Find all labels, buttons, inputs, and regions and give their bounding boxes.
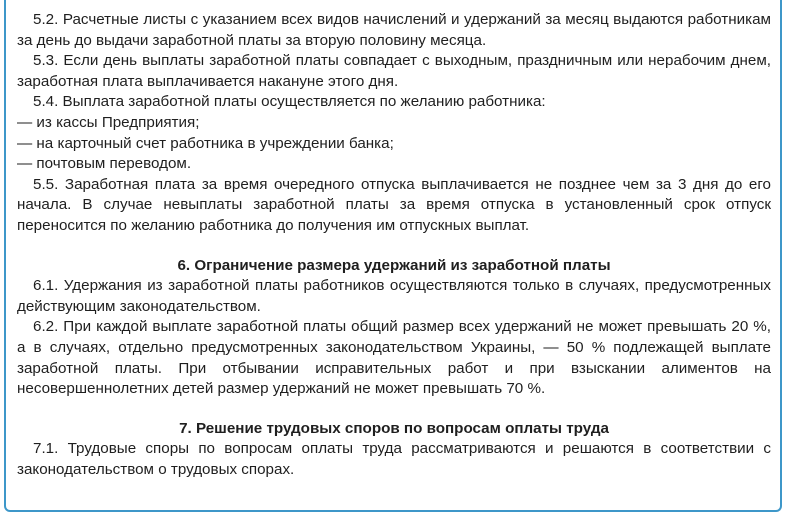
paragraph-5-3: 5.3. Если день выплаты заработной платы совпадает с выходным, праздничным или нерабочим днем, заработная плата выплачивается накануне этого дня.	[17, 52, 771, 90]
paragraph-5-5: 5.5. Заработная плата за время очередного отпуска выплачивается не позднее чем за 3 дня до его начала. В случае невыплаты заработной платы за время отпуска в установленный срок отпуск переносится по желанию работника до получения им отпускных выплат.	[17, 175, 771, 234]
section-7-heading: 7. Решение трудовых споров по вопросам оплаты труда	[179, 419, 609, 437]
list-item-bank-card: — на карточный счет работника в учреждении банка;	[17, 134, 394, 152]
paragraph-6-2: 6.2. При каждой выплате заработной платы общий размер всех удержаний не может превышать 20 %, а в случаях, отдельно предусмотренных законодательством Украины, — 50 % подлежащей выплате заработной платы. При отбывании исправительных работ и при взыскании алиментов на несовершеннолетних детей размер удержаний не может превышать 70 %.	[17, 318, 771, 398]
list-item-postal-transfer: — почтовым переводом.	[17, 155, 192, 173]
paragraph-6-1: 6.1. Удержания из заработной платы работников осуществляются только в случаях, предусмотренных действующим законодательством.	[17, 277, 771, 315]
paragraph-7-1: 7.1. Трудовые споры по вопросам оплаты труда рассматриваются и решаются в соответствии с законодательством о трудовых спорах.	[17, 440, 771, 478]
document-body	[17, 10, 771, 480]
list-item-cash-desk: — из кассы Предприятия;	[17, 113, 200, 131]
paragraph-5-2: 5.2. Расчетные листы с указанием всех видов начислений и удержаний за месяц выдаются работникам за день до выдачи заработной платы за вторую половину месяца.	[17, 11, 771, 49]
paragraph-5-4: 5.4. Выплата заработной платы осуществляется по желанию работника:	[33, 93, 546, 111]
section-spacer	[17, 400, 771, 419]
section-6-heading: 6. Ограничение размера удержаний из заработной платы	[177, 256, 611, 274]
section-spacer	[17, 237, 771, 256]
